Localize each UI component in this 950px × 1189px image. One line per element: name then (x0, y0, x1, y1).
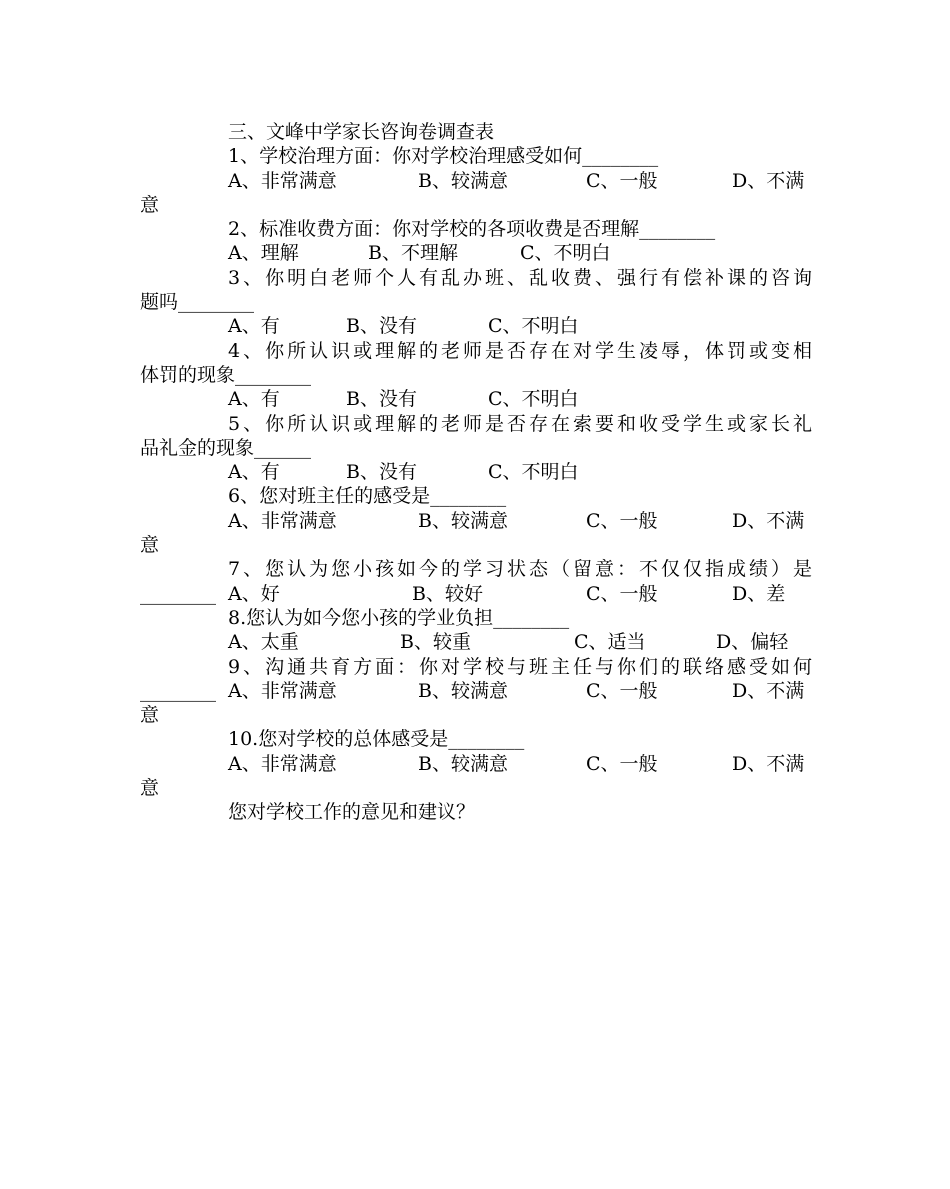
question-3-continuation: 题吗________ (140, 291, 255, 314)
option-3c[interactable]: C、不明白 (488, 315, 579, 338)
option-5c[interactable]: C、不明白 (488, 461, 579, 484)
question-6: 6、您对班主任的感受是________ (228, 485, 507, 508)
document-title: 三、文峰中学家长咨询卷调查表 (228, 121, 495, 143)
option-1d[interactable]: D、不满 (732, 169, 805, 192)
question-10-continuation: 意 (140, 777, 160, 800)
question-10: 10.您对学校的总体感受是________ (228, 728, 525, 751)
option-1c[interactable]: C、一般 (586, 169, 658, 192)
option-9c[interactable]: C、一般 (586, 679, 658, 702)
option-2c[interactable]: C、不明白 (520, 242, 611, 265)
questionnaire-document (140, 120, 812, 825)
question-9-continuation: ________ (140, 679, 216, 702)
options-7 (140, 582, 812, 606)
option-6c[interactable]: C、一般 (586, 509, 658, 532)
option-8a[interactable]: A、太重 (228, 631, 299, 654)
option-8d[interactable]: D、偏轻 (716, 631, 789, 654)
option-1b[interactable]: B、较满意 (418, 169, 508, 192)
closing-question: 您对学校工作的意见和建议？ (228, 801, 476, 824)
question-7-continuation: ________ (140, 582, 216, 605)
option-7b[interactable]: B、较好 (412, 582, 483, 605)
option-8c[interactable]: C、适当 (574, 631, 646, 654)
options-6 (140, 509, 812, 533)
option-2b[interactable]: B、不理解 (368, 242, 458, 265)
option-1a[interactable]: A、非常满意 (228, 169, 337, 192)
options-3 (140, 314, 812, 338)
question-5-continuation: 品礼金的现象______ (140, 436, 312, 459)
question-9: 9、沟通共育方面：你对学校与班主任与你们的联络感受如何 (228, 655, 812, 678)
option-4b[interactable]: B、没有 (346, 388, 417, 411)
option-10d[interactable]: D、不满 (732, 752, 805, 775)
option-5b[interactable]: B、没有 (346, 461, 417, 484)
option-7d[interactable]: D、差 (732, 582, 786, 605)
question-1-continuation: 意 (140, 193, 160, 216)
question-6-continuation: 意 (140, 534, 160, 557)
option-2a[interactable]: A、理解 (228, 242, 299, 265)
question-4-continuation: 体罚的现象________ (140, 363, 312, 386)
question-2: 2、标准收费方面：你对学校的各项收费是否理解________ (228, 218, 716, 241)
option-10c[interactable]: C、一般 (586, 752, 658, 775)
option-10a[interactable]: A、非常满意 (228, 752, 337, 775)
option-9a[interactable]: A、非常满意 (228, 679, 337, 702)
option-6d[interactable]: D、不满 (732, 509, 805, 532)
options-8 (140, 630, 812, 654)
options-1 (140, 169, 812, 193)
option-4a[interactable]: A、有 (228, 388, 280, 411)
question-8: 8.您认为如今您小孩的学业负担________ (228, 606, 570, 629)
option-9b[interactable]: B、较满意 (418, 679, 508, 702)
option-3a[interactable]: A、有 (228, 315, 280, 338)
option-3b[interactable]: B、没有 (346, 315, 417, 338)
option-10b[interactable]: B、较满意 (418, 752, 508, 775)
question-5: 5、你所认识或理解的老师是否存在索要和收受学生或家长礼 (228, 412, 812, 435)
options-4 (140, 387, 812, 411)
option-6a[interactable]: A、非常满意 (228, 509, 337, 532)
options-10 (140, 752, 812, 776)
question-3: 3、你明白老师个人有乱办班、乱收费、强行有偿补课的咨询 (228, 266, 812, 289)
options-2 (140, 241, 812, 265)
option-4c[interactable]: C、不明白 (488, 388, 579, 411)
options-5 (140, 460, 812, 484)
question-4: 4、你所认识或理解的老师是否存在对学生凌辱，体罚或变相 (228, 339, 812, 362)
option-7a[interactable]: A、好 (228, 582, 280, 605)
question-1: 1、学校治理方面：你对学校治理感受如何________ (228, 145, 659, 168)
option-9d[interactable]: D、不满 (732, 679, 805, 702)
question-9-continuation-2: 意 (140, 704, 160, 727)
option-8b[interactable]: B、较重 (400, 631, 471, 654)
option-7c[interactable]: C、一般 (586, 582, 658, 605)
options-9 (140, 679, 812, 703)
option-6b[interactable]: B、较满意 (418, 509, 508, 532)
option-5a[interactable]: A、有 (228, 461, 280, 484)
question-7: 7、您认为您小孩如今的学习状态（留意：不仅仅指成绩）是 (228, 558, 812, 581)
